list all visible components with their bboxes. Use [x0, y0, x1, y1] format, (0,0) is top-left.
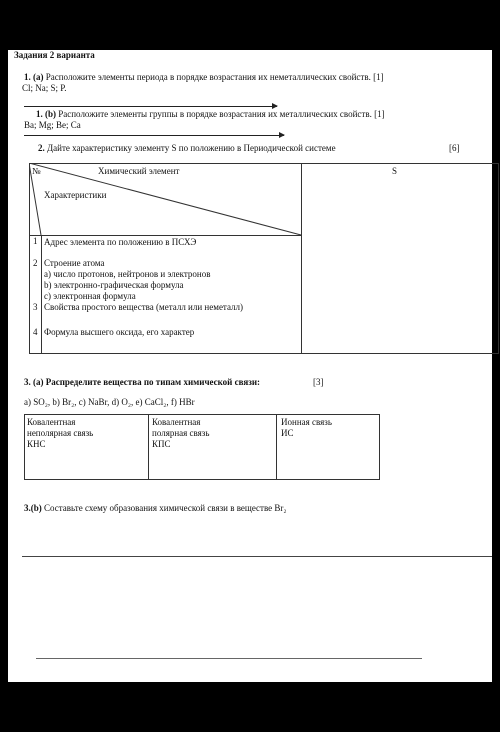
q2-question — [38, 143, 336, 154]
q1b-answer-arrow — [24, 135, 284, 136]
q2-col-s: S — [392, 166, 398, 176]
q3a-table-divider-2 — [276, 414, 277, 480]
q2-row3-label: Свойства простого вещества (металл или неметалл) — [44, 302, 244, 312]
q1b-elements: Ba; Mg; Be; Ca — [24, 120, 81, 130]
page-title: Задания 2 варианта — [14, 50, 95, 60]
q2-col-element: Химический элемент — [98, 166, 180, 176]
q1b-part: (b) — [45, 109, 56, 119]
q3a-col1-line1: Ковалентная — [27, 417, 76, 427]
q2-row1-label: Адрес элемента по положению в ПСХЭ — [44, 237, 197, 247]
q1a-answer-arrow — [24, 106, 277, 107]
q3a-substances: a) SO₂, b) Br₂, c) NaBr, d) O₂, e) CaCl₂, f) HBr — [24, 397, 195, 407]
q1b-text: Расположите элементы группы в порядке возрастания их металлических свойств. — [58, 109, 372, 119]
q2-table-divider-no — [41, 235, 42, 354]
q1a-points: [1] — [373, 72, 384, 82]
q3b-text: Составьте схему образования химической связи в веществе Br₂ — [44, 503, 287, 513]
q2-row2-line-b: b) электронно-графическая формула — [44, 280, 184, 290]
q3a-points: [3] — [313, 377, 324, 387]
q2-row2-line-a: а) число протонов, нейтронов и электронов — [44, 269, 211, 279]
q3a-col3-line1: Ионная связь — [281, 417, 332, 427]
q2-row1-no: 1 — [33, 236, 38, 246]
q1a-text: Расположите элементы периода в порядке возрастания их неметаллических свойств. — [45, 72, 371, 82]
q2-number: 2. — [38, 143, 45, 153]
q1b-number: 1. — [36, 109, 43, 119]
q1a-part: (a) — [33, 72, 44, 82]
q3a-col2-line2: полярная связь — [152, 428, 210, 438]
q2-row2-line-c: c) электронная формула — [44, 291, 136, 301]
q2-row4-label: Формула высшего оксида, его характер — [44, 327, 195, 337]
q2-row3-no: 3 — [33, 302, 38, 312]
q3a-table-divider-1 — [148, 414, 149, 480]
q2-row2-label: Строение атома — [44, 258, 105, 268]
q3b-question — [24, 503, 287, 514]
answer-line-1 — [22, 556, 492, 557]
q1a-question — [24, 72, 384, 83]
answer-line-2 — [36, 658, 422, 659]
q1a-elements: Cl; Na; S; P. — [22, 83, 67, 93]
q2-points: [6] — [449, 143, 460, 153]
worksheet-page — [8, 50, 492, 682]
q3a-col1-line3: КНС — [27, 439, 46, 449]
q2-text: Дайте характеристику элементу S по положению в Периодической системе — [47, 143, 336, 153]
q3a-col2-line3: КПС — [152, 439, 171, 449]
q3a-col1-line2: неполярная связь — [27, 428, 94, 438]
q3a-title: 3. (а) Распределите вещества по типам химической связи: — [24, 377, 261, 387]
q3a-col3-line2: ИС — [281, 428, 294, 438]
q1a-number: 1. — [24, 72, 31, 82]
q2-row2-no: 2 — [33, 258, 38, 268]
q2-row4-no: 4 — [33, 327, 38, 337]
q3a-col2-line1: Ковалентная — [152, 417, 201, 427]
q1b-points: [1] — [374, 109, 385, 119]
q3b-label: 3.(b) — [24, 503, 42, 513]
q2-col-no: № — [32, 166, 41, 176]
q1b-question — [36, 109, 385, 120]
q2-col-characteristics: Характеристики — [44, 190, 107, 200]
